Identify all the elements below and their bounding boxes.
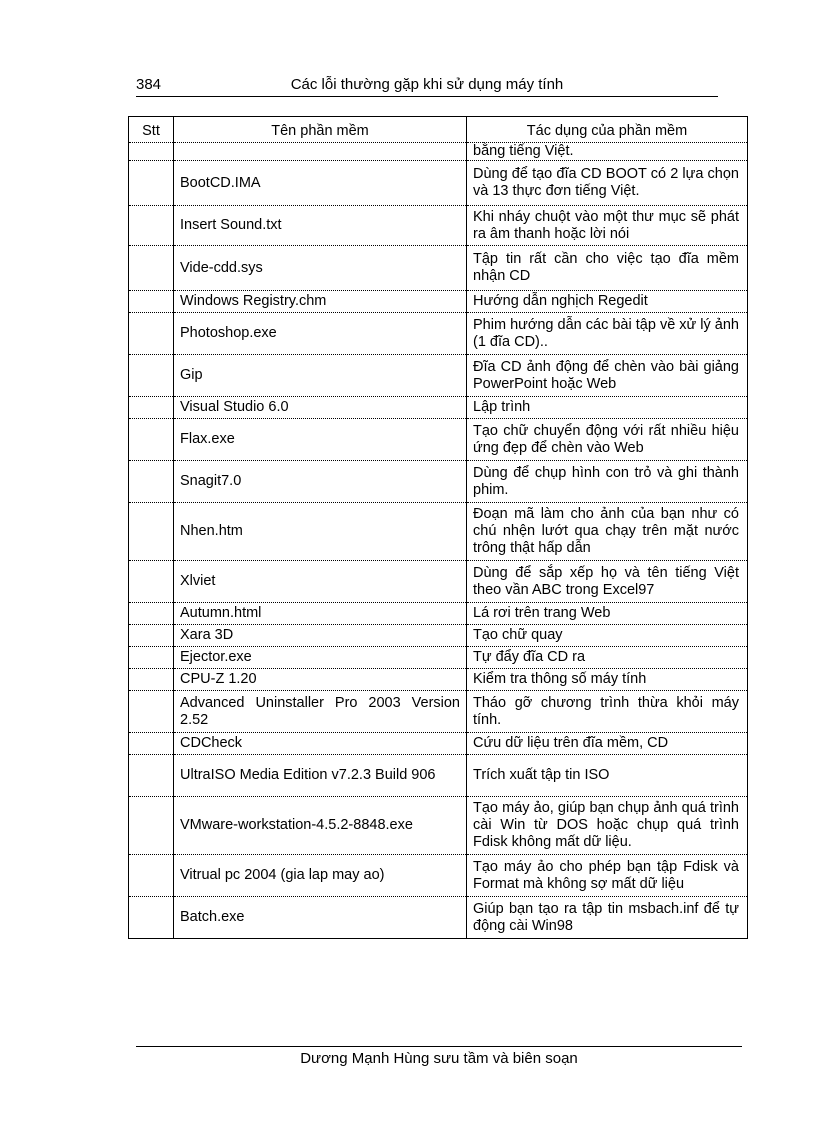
software-description-cell: Dùng để chụp hình con trỏ và ghi thành phim. bbox=[467, 461, 748, 503]
software-description-cell: Tạo máy ảo cho phép bạn tập Fdisk và Format mà không sợ mất dữ liệu bbox=[467, 855, 748, 897]
column-header-stt: Stt bbox=[129, 117, 174, 143]
stt-cell bbox=[129, 397, 174, 419]
table-row bbox=[129, 647, 748, 669]
table-row bbox=[129, 246, 748, 291]
software-name-cell: Nhen.htm bbox=[174, 503, 467, 561]
software-table bbox=[128, 116, 748, 939]
software-name-cell: Batch.exe bbox=[174, 897, 467, 939]
table-row bbox=[129, 313, 748, 355]
stt-cell bbox=[129, 733, 174, 755]
software-description-cell: Giúp bạn tạo ra tập tin msbach.inf để tự động cài Win98 bbox=[467, 897, 748, 939]
software-description-cell: Phim hướng dẫn các bài tập về xử lý ảnh (1 đĩa CD).. bbox=[467, 313, 748, 355]
software-description-cell: Cứu dữ liệu trên đĩa mềm, CD bbox=[467, 733, 748, 755]
stt-cell bbox=[129, 691, 174, 733]
software-description-cell: Tạo chữ chuyển động với rất nhiều hiệu ứng đẹp để chèn vào Web bbox=[467, 419, 748, 461]
table-row bbox=[129, 733, 748, 755]
table-row bbox=[129, 161, 748, 206]
stt-cell bbox=[129, 313, 174, 355]
software-description-cell: Trích xuất tập tin ISO bbox=[467, 755, 748, 797]
stt-cell bbox=[129, 503, 174, 561]
software-description-cell: Tháo gỡ chương trình thừa khỏi máy tính. bbox=[467, 691, 748, 733]
table-row bbox=[129, 897, 748, 939]
stt-cell bbox=[129, 161, 174, 206]
table-row bbox=[129, 461, 748, 503]
software-name-cell: Advanced Uninstaller Pro 2003 Version 2.52 bbox=[174, 691, 467, 733]
stt-cell bbox=[129, 855, 174, 897]
table-row bbox=[129, 625, 748, 647]
table-row bbox=[129, 419, 748, 461]
stt-cell bbox=[129, 461, 174, 503]
stt-cell bbox=[129, 897, 174, 939]
stt-cell bbox=[129, 797, 174, 855]
table-row bbox=[129, 669, 748, 691]
software-name-cell: CPU-Z 1.20 bbox=[174, 669, 467, 691]
table-row bbox=[129, 206, 748, 246]
software-name-cell: Gip bbox=[174, 355, 467, 397]
software-name-cell: Ejector.exe bbox=[174, 647, 467, 669]
software-description-cell: Lập trình bbox=[467, 397, 748, 419]
stt-cell bbox=[129, 603, 174, 625]
software-name-cell: Vitrual pc 2004 (gia lap may ao) bbox=[174, 855, 467, 897]
column-header-description: Tác dụng của phần mềm bbox=[467, 117, 748, 143]
table-header-row bbox=[129, 117, 748, 143]
stt-cell bbox=[129, 625, 174, 647]
stt-cell bbox=[129, 755, 174, 797]
stt-cell bbox=[129, 647, 174, 669]
stt-cell bbox=[129, 669, 174, 691]
software-description-cell: bằng tiếng Việt. bbox=[467, 143, 748, 161]
stt-cell bbox=[129, 355, 174, 397]
software-name-cell: Xara 3D bbox=[174, 625, 467, 647]
page-number: 384 bbox=[136, 76, 162, 93]
running-title: Các lỗi thường gặp khi sử dụng máy tính bbox=[290, 76, 564, 93]
software-name-cell: Visual Studio 6.0 bbox=[174, 397, 467, 419]
table-row bbox=[129, 797, 748, 855]
software-name-cell: Xlviet bbox=[174, 561, 467, 603]
software-description-cell: Hướng dẫn nghịch Regedit bbox=[467, 291, 748, 313]
software-name-cell: UltraISO Media Edition v7.2.3 Build 906 bbox=[174, 755, 467, 797]
software-description-cell: Tập tin rất cần cho việc tạo đĩa mềm nhận CD bbox=[467, 246, 748, 291]
software-description-cell: Tạo chữ quay bbox=[467, 625, 748, 647]
table-row bbox=[129, 855, 748, 897]
software-name-cell: BootCD.IMA bbox=[174, 161, 467, 206]
table-row bbox=[129, 603, 748, 625]
software-description-cell: Đoạn mã làm cho ảnh của bạn như có chú nhện lướt qua chạy trên mặt nước trông thật hấp dẫn bbox=[467, 503, 748, 561]
software-name-cell: VMware-workstation-4.5.2-8848.exe bbox=[174, 797, 467, 855]
software-name-cell: Photoshop.exe bbox=[174, 313, 467, 355]
table-row bbox=[129, 291, 748, 313]
software-name-cell: Snagit7.0 bbox=[174, 461, 467, 503]
software-name-cell: CDCheck bbox=[174, 733, 467, 755]
software-description-cell: Tự đẩy đĩa CD ra bbox=[467, 647, 748, 669]
software-name-cell bbox=[174, 143, 467, 161]
software-description-cell: Tạo máy ảo, giúp bạn chụp ảnh quá trình cài Win từ DOS hoặc chụp quá trình Fdisk không mất dữ liệu. bbox=[467, 797, 748, 855]
software-name-cell: Vide-cdd.sys bbox=[174, 246, 467, 291]
table-row bbox=[129, 143, 748, 161]
page-header bbox=[136, 74, 718, 97]
stt-cell bbox=[129, 291, 174, 313]
software-description-cell: Dùng để sắp xếp họ và tên tiếng Việt theo vần ABC trong Excel97 bbox=[467, 561, 748, 603]
software-name-cell: Insert Sound.txt bbox=[174, 206, 467, 246]
table-row bbox=[129, 561, 748, 603]
table-row bbox=[129, 503, 748, 561]
software-description-cell: Khi nháy chuột vào một thư mục sẽ phát ra âm thanh hoặc lời nói bbox=[467, 206, 748, 246]
table-row bbox=[129, 755, 748, 797]
software-description-cell: Dùng để tạo đĩa CD BOOT có 2 lựa chọn và 13 thực đơn tiếng Việt. bbox=[467, 161, 748, 206]
stt-cell bbox=[129, 561, 174, 603]
page-footer: Dương Mạnh Hùng sưu tầm và biên soạn bbox=[136, 1046, 742, 1067]
software-description-cell: Lá rơi trên trang Web bbox=[467, 603, 748, 625]
software-name-cell: Windows Registry.chm bbox=[174, 291, 467, 313]
stt-cell bbox=[129, 246, 174, 291]
software-name-cell: Autumn.html bbox=[174, 603, 467, 625]
stt-cell bbox=[129, 206, 174, 246]
software-description-cell: Kiểm tra thông số máy tính bbox=[467, 669, 748, 691]
software-description-cell: Đĩa CD ảnh động để chèn vào bài giảng PowerPoint hoặc Web bbox=[467, 355, 748, 397]
table-row bbox=[129, 691, 748, 733]
table-row bbox=[129, 397, 748, 419]
table-row bbox=[129, 355, 748, 397]
column-header-name: Tên phần mềm bbox=[174, 117, 467, 143]
stt-cell bbox=[129, 419, 174, 461]
stt-cell bbox=[129, 143, 174, 161]
software-name-cell: Flax.exe bbox=[174, 419, 467, 461]
